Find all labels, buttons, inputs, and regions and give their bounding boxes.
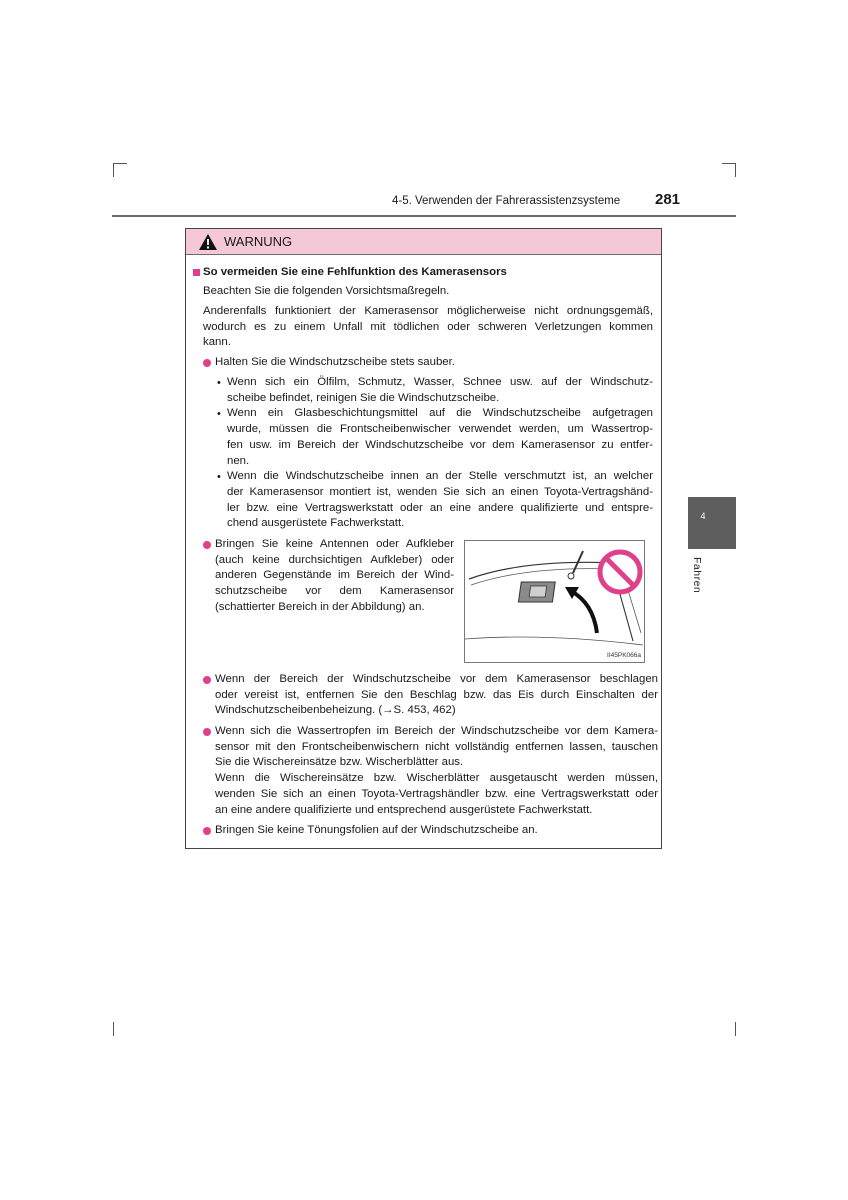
sub-bullet: •: [217, 408, 221, 420]
item-line: an eine andere qualifizierte und entsprechend ausgerüstete Fachwerkstatt.: [215, 803, 593, 816]
item-line: Wenn die Wischereinsätze bzw. Wischerblätter ausgetauscht werden müssen,: [215, 772, 658, 785]
chapter-label: Fahren: [691, 557, 703, 594]
intro-text: Beachten Sie die folgenden Vorsichtsmaßregeln.: [203, 285, 450, 297]
warning-box: [185, 228, 662, 849]
item-line: Windschutzscheibenbeheizung. (→S. 453, 462): [215, 704, 456, 717]
item-bullet: [203, 676, 211, 684]
crop-mark: [735, 1022, 736, 1036]
sub-item-line: Wenn die Windschutzscheibe innen an der Stelle verschmutzt ist, an welcher: [227, 470, 653, 483]
item-line: wenden Sie sich an einen Toyota-Vertragshändler bzw. eine Vertragswerkstatt oder: [215, 787, 658, 800]
sub-bullet: •: [217, 377, 221, 389]
item-line: schutzscheibe vor dem Kamerasensor: [215, 585, 454, 598]
warning-heading: WARNUNG: [224, 234, 293, 249]
windshield-camera-drawing: [465, 541, 644, 662]
sub-item-line: Wenn sich ein Ölfilm, Schmutz, Wasser, Schnee usw. auf der Windschutz-: [227, 376, 653, 388]
item-bullet: [203, 827, 211, 835]
item-bullet: [203, 541, 211, 549]
item-line: anderen Gegenstände im Bereich der Wind-: [215, 569, 454, 582]
sub-bullet: •: [217, 471, 221, 483]
item-line: Wenn der Bereich der Windschutzscheibe vor dem Kamerasensor beschlagen: [215, 673, 658, 685]
consequence-line: Anderenfalls funktioniert der Kamerasensor möglicherweise nicht ordnungsgemäß,: [203, 305, 653, 317]
warning-triangle-icon: [198, 233, 218, 251]
item-line: Bringen Sie keine Antennen oder Aufkleber: [215, 538, 454, 550]
sub-item-line: ler bzw. eine Vertragswerkstatt oder an eine andere qualifizierte und entspre-: [227, 501, 653, 514]
crop-mark: [113, 163, 127, 164]
item-line: Sie die Wischereinsätze bzw. Wischerblätter aus.: [215, 756, 464, 769]
sub-item-line: chend ausgerüstete Fachwerkstatt.: [227, 517, 405, 530]
sub-item-line: Wenn ein Glasbeschichtungsmittel auf die Windschutzscheibe aufgetragen: [227, 407, 653, 420]
sub-item-line: der Kamerasensor montiert ist, wenden Sie sich an einen Toyota-Vertragshänd-: [227, 485, 653, 498]
item-bullet: [203, 359, 211, 367]
crop-mark: [113, 163, 114, 177]
crop-mark: [113, 1022, 114, 1036]
sub-item-line: fen usw. im Bereich der Windschutzscheibe vor dem Kamerasensor zu entfer-: [227, 438, 653, 451]
chapter-number: 4: [700, 511, 706, 521]
item-text: Bringen Sie keine Tönungsfolien auf der Windschutzscheibe an.: [215, 824, 538, 836]
sub-item-line: wurde, müssen die Frontscheibenwischer verwendet werden, um Wassertrop-: [227, 423, 653, 436]
item-line: oder vereist ist, entfernen Sie den Beschlag bzw. das Eis durch Einschalten der: [215, 688, 658, 701]
consequence-line: wodurch es zu einem Unfall mit tödlichen oder schweren Verletzungen kommen: [203, 320, 653, 333]
item-line: (auch keine durchsichtigen Aufkleber) oder: [215, 553, 454, 566]
sub-item-line: nen.: [227, 454, 250, 467]
item-bullet: [203, 728, 211, 736]
header-rule: [112, 215, 736, 217]
running-header: 4-5. Verwenden der Fahrerassistenzsysteme: [392, 195, 621, 207]
section-square-bullet: [193, 269, 200, 276]
item-text: Halten Sie die Windschutzscheibe stets sauber.: [215, 356, 455, 368]
warning-header: [186, 229, 661, 255]
item-line: (schattierter Bereich in der Abbildung) an.: [215, 600, 425, 613]
crop-mark: [735, 163, 736, 177]
sub-item-line: scheibe befindet, reinigen Sie die Windschutzscheibe.: [227, 391, 500, 404]
item-line: sensor mit den Frontscheibenwischern nicht vollständig entfernen lassen, tauschen: [215, 740, 658, 753]
windshield-illustration: [464, 540, 645, 663]
page-number: 281: [655, 191, 681, 208]
chapter-tab: [688, 497, 736, 549]
illustration-code: II45PK066a: [607, 652, 641, 659]
crop-mark: [722, 163, 736, 164]
item-line: Wenn sich die Wassertropfen im Bereich der Windschutzscheibe vor dem Kamera-: [215, 725, 658, 737]
consequence-line: kann.: [203, 336, 231, 349]
warning-section-title: So vermeiden Sie eine Fehlfunktion des Kamerasensors: [203, 266, 507, 278]
